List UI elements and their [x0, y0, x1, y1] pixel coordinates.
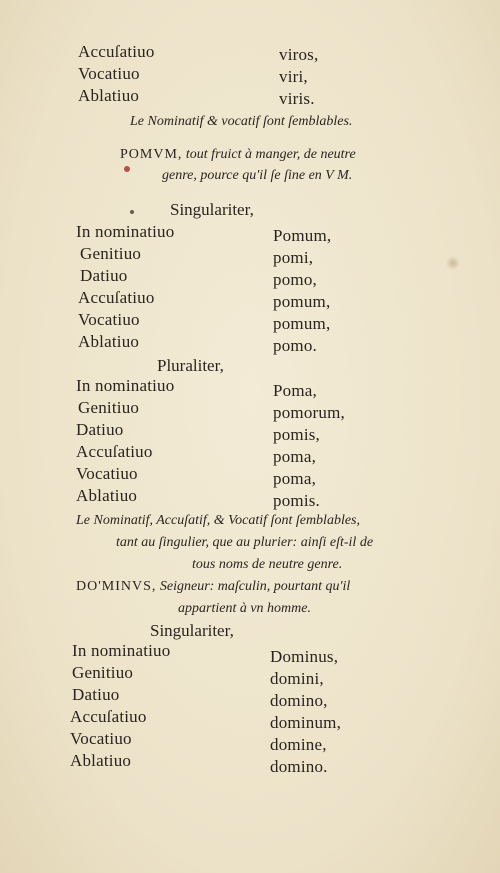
case-value: pomo,: [273, 270, 317, 289]
grammar-note-cont: tant au ſingulier, que au plurier: ainſi eſt-il de: [116, 535, 374, 550]
ink-dot: [130, 210, 134, 214]
grammar-note: Le Nominatif, Accuſatif, & Vocatif ſont ſemblables,: [76, 513, 360, 528]
entry-definition: tout fruict à manger, de neutre: [185, 147, 356, 162]
case-value: domino,: [270, 691, 328, 710]
case-label: Accuſatiuo: [70, 707, 147, 726]
grammar-note: Le Nominatif & vocatif ſont ſemblables.: [130, 114, 353, 129]
case-label: Datiuo: [80, 266, 128, 285]
case-label: In nominatiuo: [76, 376, 175, 395]
case-label: In nominatiuo: [76, 222, 175, 241]
case-value: viros,: [279, 45, 319, 64]
case-value: pomum,: [273, 292, 331, 311]
case-value: Dominus,: [270, 647, 339, 666]
headword: DO'MINVS,: [76, 579, 157, 594]
case-label: Ablatiuo: [78, 332, 140, 351]
case-value: Pomum,: [273, 226, 332, 245]
case-label: Genitiuo: [80, 244, 142, 263]
case-label: Vocatiuo: [76, 464, 138, 483]
case-value: pomis,: [273, 425, 321, 444]
case-value: pomi,: [273, 248, 314, 267]
case-value: dominum,: [270, 713, 342, 732]
case-value: viris.: [279, 89, 315, 108]
case-value: pomum,: [273, 314, 331, 333]
case-label: Accuſatiuo: [76, 442, 153, 461]
case-label: Accuſatiuo: [78, 42, 155, 61]
case-value: viri,: [279, 67, 308, 86]
case-label: In nominatiuo: [72, 641, 171, 660]
case-value: pomis.: [273, 491, 321, 510]
case-value: domine,: [270, 735, 327, 754]
ink-dot: [124, 166, 130, 172]
case-value: poma,: [273, 469, 317, 488]
case-label: Ablatiuo: [78, 86, 140, 105]
case-label: Accuſatiuo: [78, 288, 155, 307]
case-label: Vocatiuo: [70, 729, 132, 748]
case-label: Datiuo: [72, 685, 120, 704]
entry-definition-cont: appartient à vn homme.: [178, 601, 311, 616]
case-label: Genitiuo: [72, 663, 134, 682]
headword: POMVM,: [120, 147, 183, 162]
case-value: pomo.: [273, 336, 317, 355]
case-label: Ablatiuo: [76, 486, 138, 505]
grammar-note-cont: tous noms de neutre genre.: [192, 557, 343, 572]
case-value: Poma,: [273, 381, 317, 400]
case-value: domini,: [270, 669, 324, 688]
case-label: Vocatiuo: [78, 64, 140, 83]
section-heading-singular: Singulariter,: [170, 200, 254, 219]
case-label: Vocatiuo: [78, 310, 140, 329]
paper-stain: [446, 256, 460, 270]
entry-title: [120, 147, 356, 163]
case-value: poma,: [273, 447, 317, 466]
section-heading-plural: Pluraliter,: [157, 356, 224, 375]
entry-title: [76, 579, 350, 595]
case-value: pomorum,: [273, 403, 345, 422]
entry-definition: Seigneur: maſculin, pourtant qu'il: [159, 579, 351, 594]
case-label: Ablatiuo: [70, 751, 132, 770]
case-label: Genitiuo: [78, 398, 140, 417]
section-heading-singular: Singulariter,: [150, 621, 234, 640]
entry-definition-cont: genre, pource qu'il ſe ſine en V M.: [162, 168, 353, 183]
case-label: Datiuo: [76, 420, 124, 439]
case-value: domino.: [270, 757, 328, 776]
